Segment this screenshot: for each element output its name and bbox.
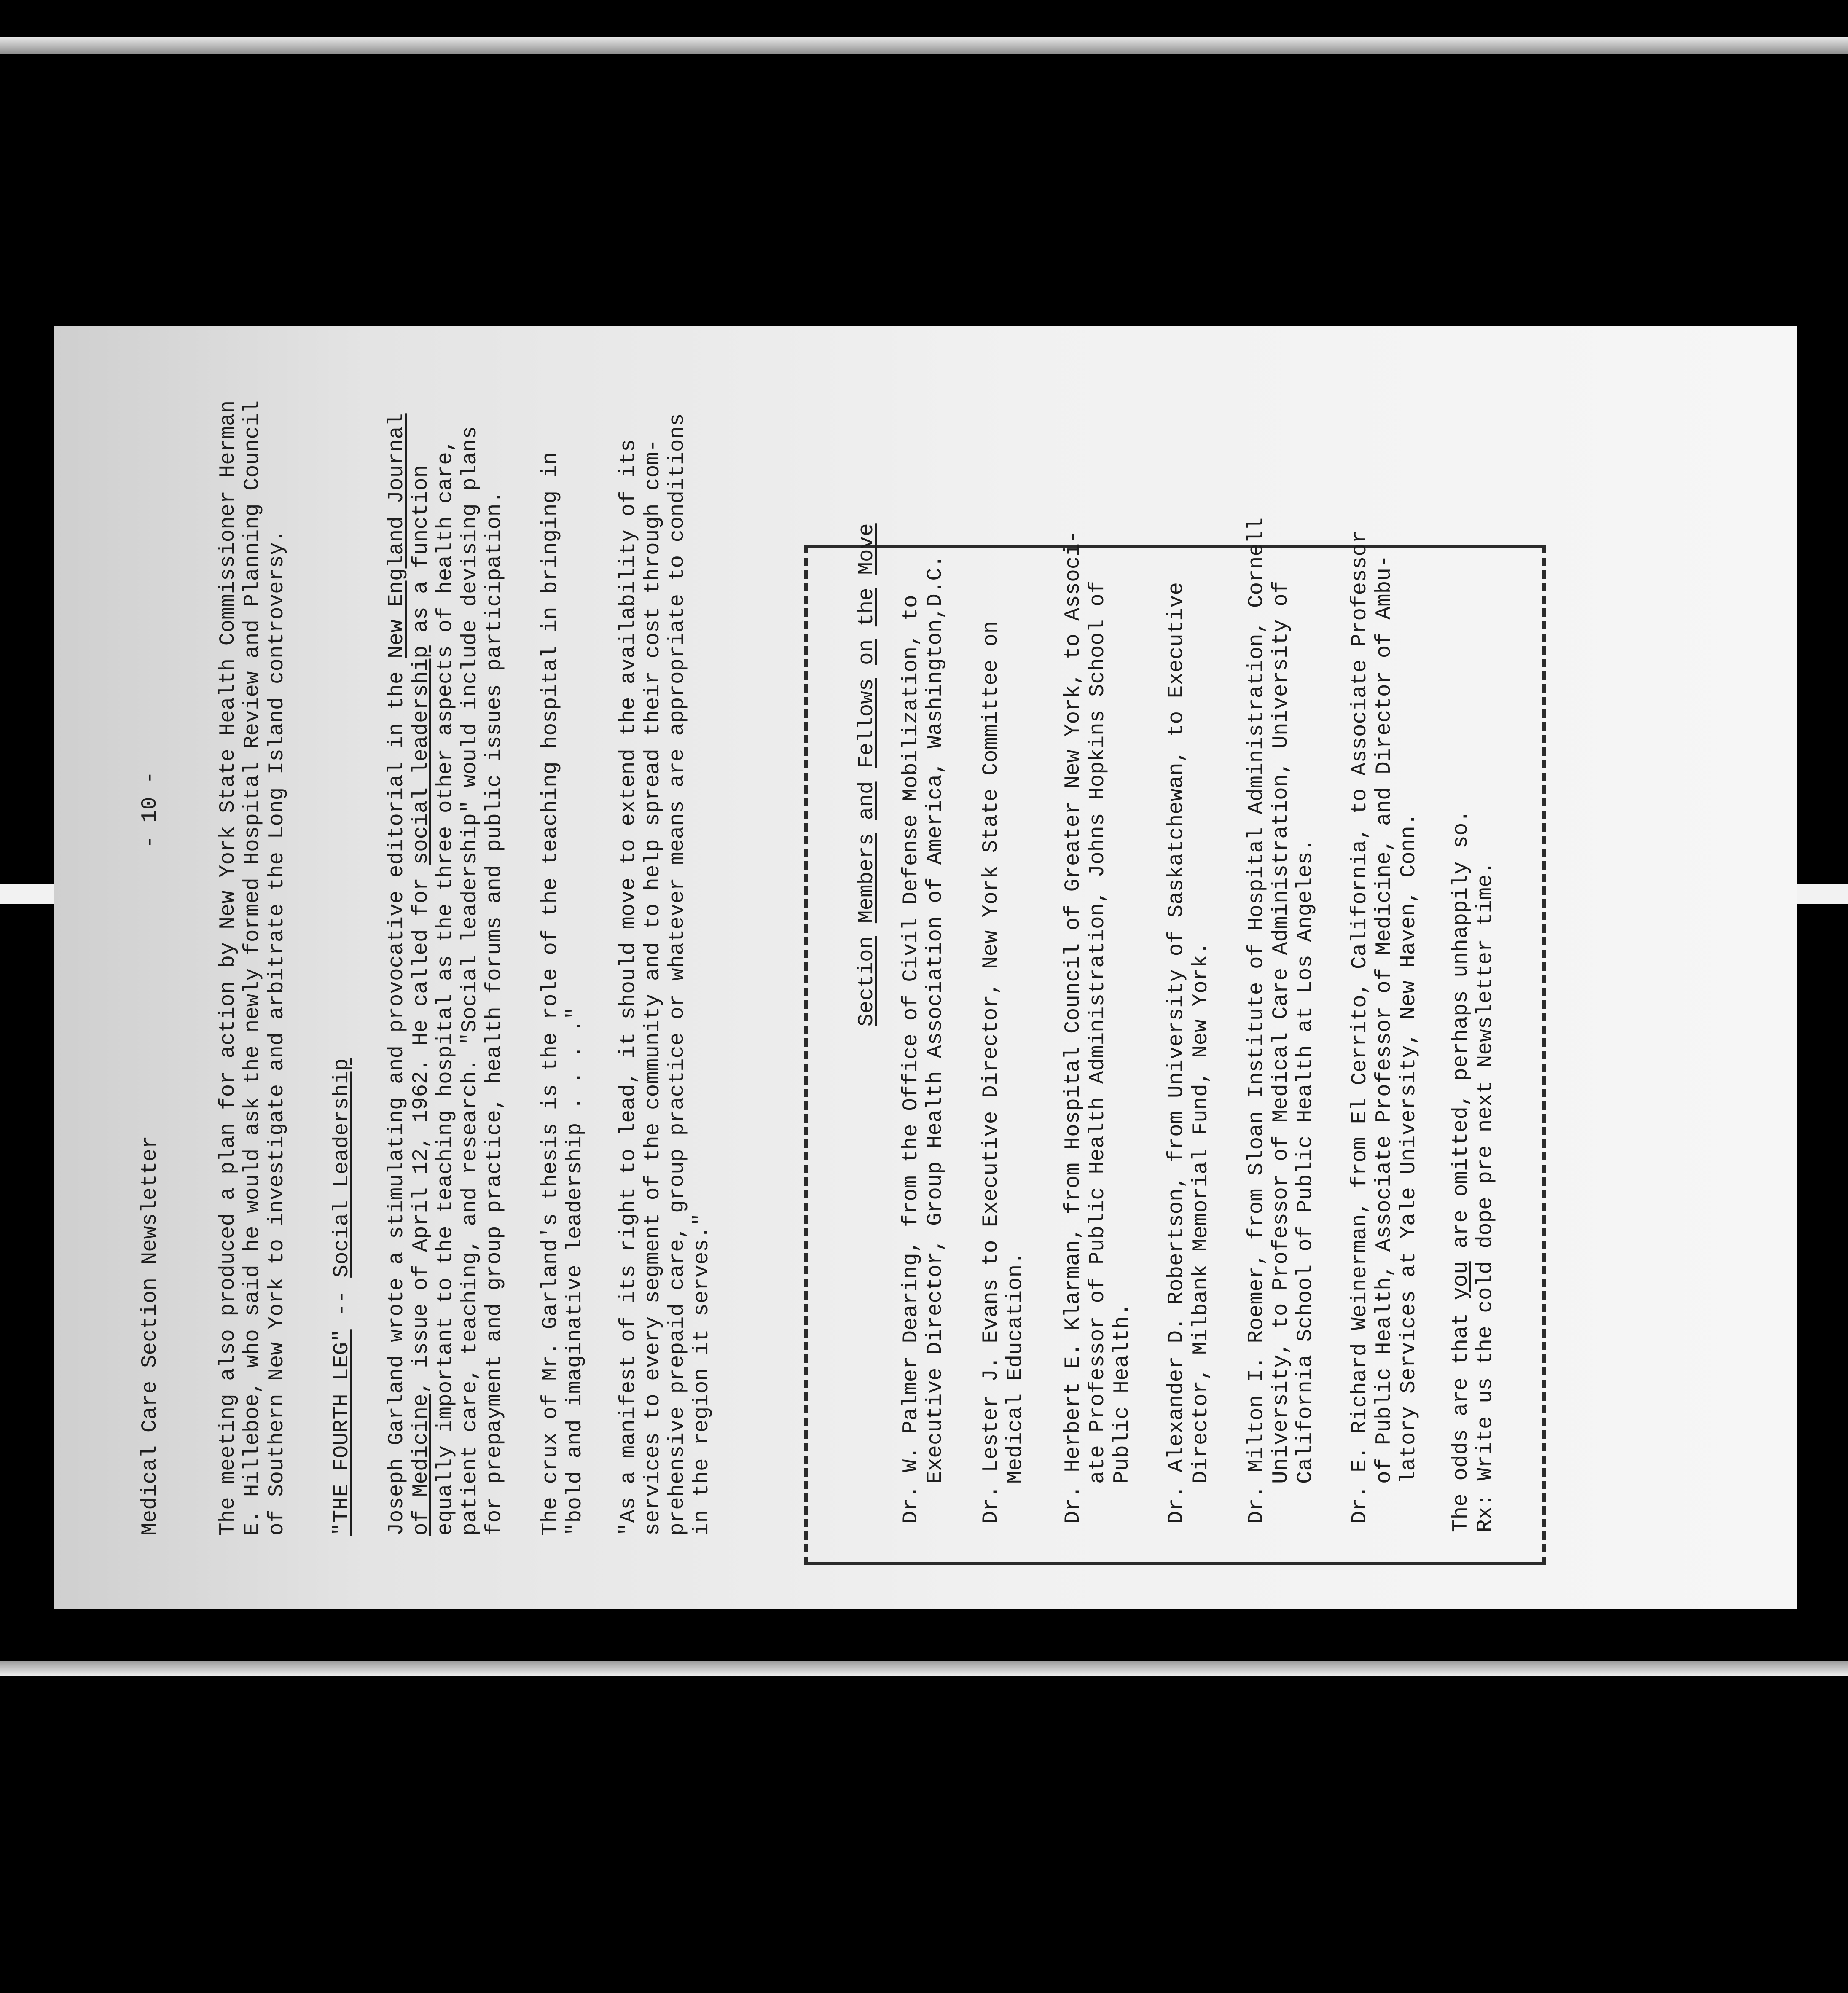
quote-line: services to every segment of the community and to help spread their cost through com- [641,439,665,1536]
garland-line [385,413,409,1536]
entry-line: Dr. Lester J. Evans to Executive Director, New York State Committee on [979,620,1003,1524]
garland-line: for prepayment and group practice, health forums and public issues participation. [483,490,507,1536]
social-leadership-term: social leadership [409,645,433,865]
quote-paragraph [617,413,714,1536]
title-word: and [855,781,879,820]
closing-note [1449,810,1498,1532]
crux-line: "bold and imaginative leadership . . . ." [563,1007,587,1536]
quote-line: in the region it serves." [690,1213,714,1536]
film-edge-bottom [0,1661,1848,1676]
member-entry [1348,530,1421,1524]
member-entry [899,555,948,1524]
entry-line: Executive Director, Group Health Association of America, Washington,D.C. [924,555,948,1484]
intro-line: of Southern New York to investigate and arbitrate the Long Island controversy. [265,529,289,1536]
title-word: Members [855,833,879,924]
garland-line: patient care, teaching, and research. "Social leadership" would include devising plans [458,426,482,1536]
page-number: - 10 - [138,771,162,849]
title-word: Section [855,936,879,1026]
box-title [855,523,879,1026]
entry-line: Dr. E. Richard Weinerman, from El Cerrito, California, to Associate Professor [1348,530,1372,1524]
member-entry [1245,518,1318,1524]
entry-line: Public Health. [1110,1303,1134,1484]
entry-line: of Public Health, Associate Professor of Medicine, and Director of Ambu- [1373,555,1397,1484]
entry-line: latory Services at Yale University, New Haven, Conn. [1397,813,1421,1484]
closing-line: Rx: Write us the cold dope pre next Newsletter time. [1474,861,1498,1532]
entry-line: Medical Education. [1004,1252,1028,1484]
entry-line: Director, Milbank Memorial Fund, New York. [1189,942,1213,1484]
quote-line: "As a manifest of its right to lead, it should move to extend the availability of its [617,439,641,1536]
title-word: on [855,639,879,665]
crux-paragraph [539,452,588,1536]
title-word: Fellows [855,678,879,768]
intro-line: The meeting also produced a plan for action by New York State Health Commissioner Herman [216,400,240,1536]
page-content [138,317,1647,1565]
member-entry [979,621,1028,1524]
garland-line: equally important to the teaching hospital as the three other aspects of health care, [434,439,458,1536]
heading-separator: -- [330,1277,354,1330]
text-run: are omitted, perhaps unhappily so. [1449,810,1473,1262]
journal-title: New England Journal [385,413,409,658]
text-run: Joseph Garland wrote a stimulating and provocative editorial in the [385,658,409,1536]
text-run: as a function [409,465,433,646]
member-entry [1061,530,1135,1524]
title-word: Move [855,523,879,575]
emphasis-you: you [1449,1261,1473,1300]
garland-line [409,413,434,1536]
entry-line: Dr. W. Palmer Dearing, from the Office of Civil Defense Mobilization, to [899,595,923,1524]
newsletter-title: Medical Care Section Newsletter [138,1136,162,1536]
text-run: , issue of April 12, 1962. He called for [409,865,433,1394]
entry-line: Dr. Herbert E. Klarman, from Hospital Council of Greater New York, to Associ- [1061,530,1085,1524]
entry-line: University, to Professor of Medical Care Administration, University of [1269,580,1293,1484]
entry-line: ate Professor of Public Health Administration, Johns Hopkins School of [1086,580,1110,1484]
document-page [54,326,1797,1609]
title-word: the [855,588,879,627]
quote-line: prehensive prepaid care, group practice or whatever means are appropriate to conditions [666,413,690,1536]
film-edge-top [0,37,1848,54]
members-box [804,517,1546,1565]
text-run: The odds are that [1449,1300,1473,1532]
intro-line: E. Hilleboe, who said he would ask the newly formed Hospital Review and Planning Council [241,400,265,1536]
entry-line: California School of Public Health at Los Angeles. [1294,838,1318,1484]
entry-line: Dr. Alexander D. Robertson, from University of Saskatchewan, to Executive [1165,582,1189,1524]
crux-line: The crux of Mr. Garland's thesis is the role of the teaching hospital in bringing in [539,452,563,1536]
heading-left: "THE FOURTH LEG" [330,1329,354,1536]
member-entry [1165,582,1214,1524]
journal-title-cont: of Medicine [409,1394,433,1536]
closing-line [1449,810,1474,1532]
garland-paragraph [385,413,507,1536]
intro-paragraph [216,400,290,1536]
heading-right: Social Leadership [330,1058,354,1278]
section-heading [330,1058,355,1536]
entry-line: Dr. Milton I. Roemer, from Sloan Institute of Hospital Administration, Cornell [1245,517,1269,1524]
